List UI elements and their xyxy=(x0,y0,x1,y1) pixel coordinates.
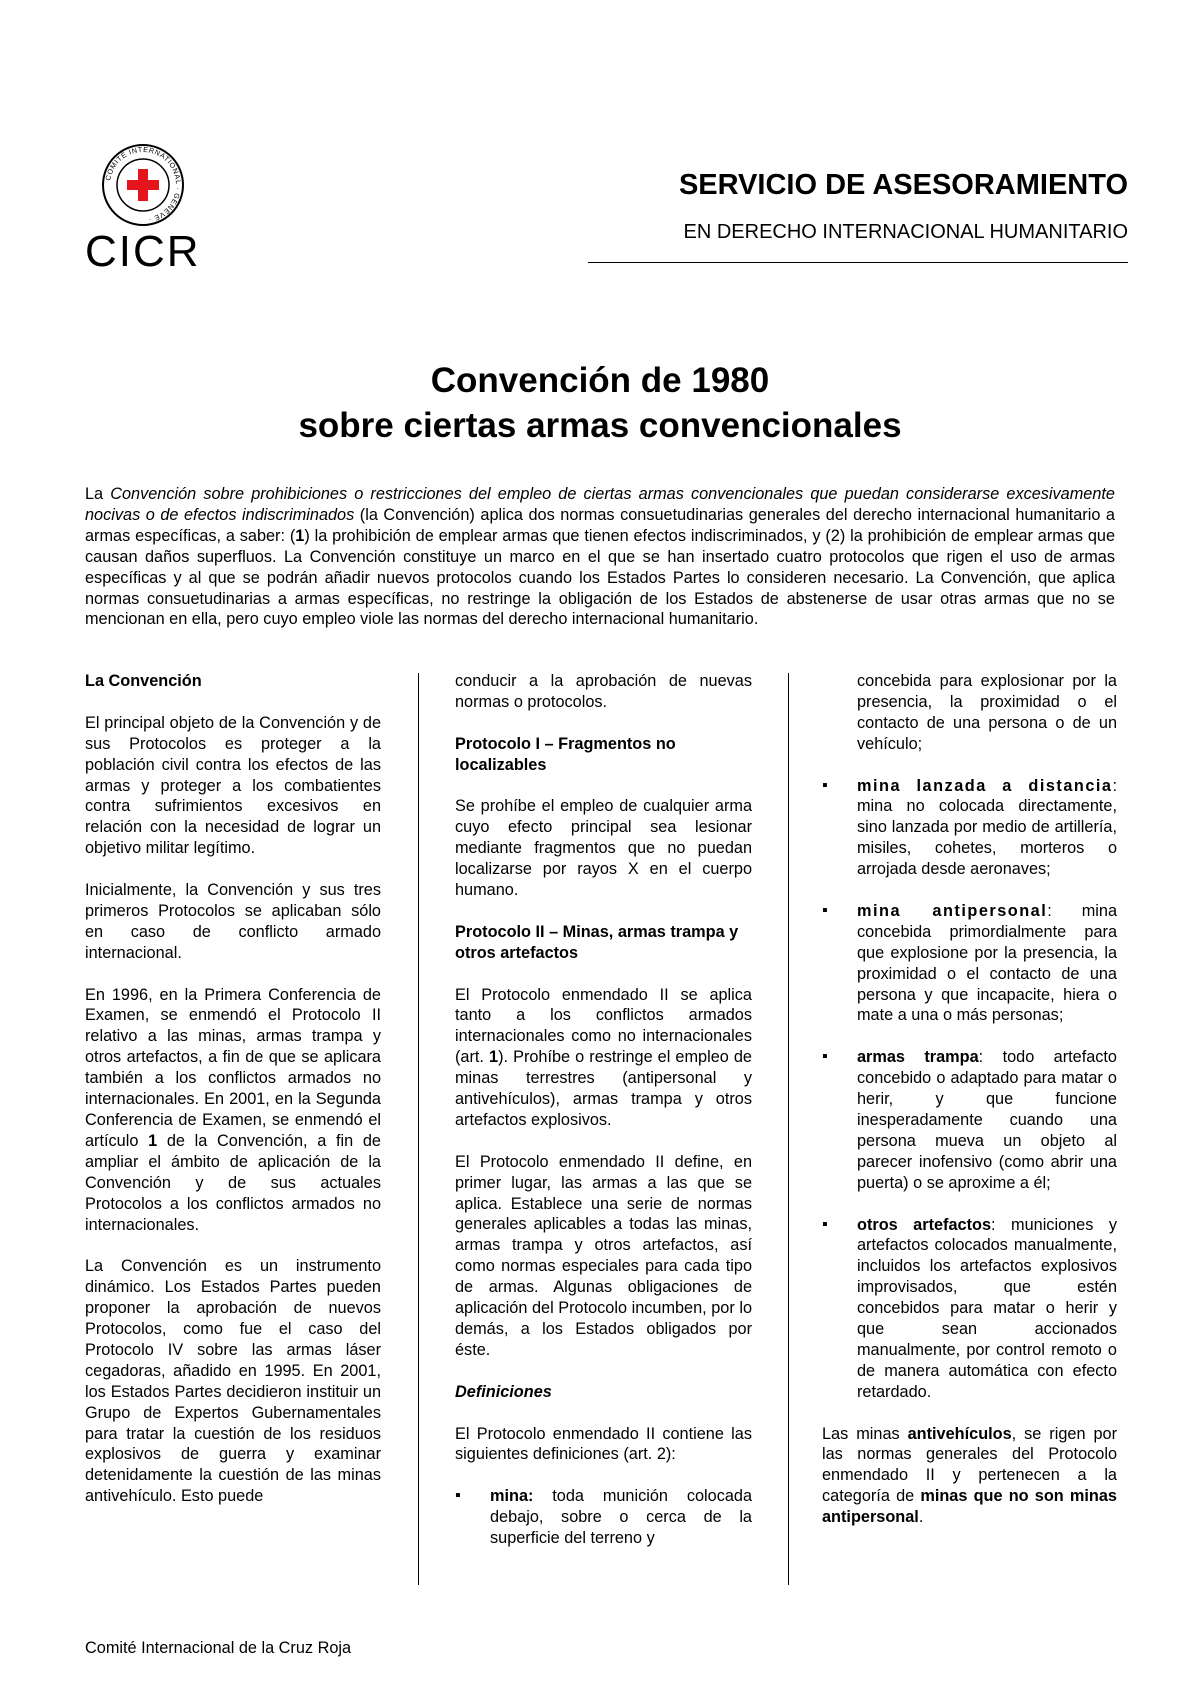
definition-term: otros artefactos xyxy=(857,1215,992,1234)
column-divider-1 xyxy=(418,673,419,1585)
convention-full-title: Convención sobre prohibiciones o restricciones del empleo de ciertas armas convencionales que puedan considerarse excesivamente nocivas o de efectos indiscriminados xyxy=(85,485,1115,524)
col2-paragraph-4: El Protocolo enmendado II contiene las siguientes definiciones (art. 2): xyxy=(455,1424,752,1464)
bullet-icon: ▪ xyxy=(822,1048,828,1066)
icrc-logo-text: CICR xyxy=(85,227,201,276)
heading-la-convencion: La Convención xyxy=(85,672,202,690)
intro-paragraph: La Convención sobre prohibiciones o restricciones del empleo de ciertas armas convencionales que puedan considerarse excesivamente nocivas o de efectos indiscriminados (la Convención) aplica dos normas consuetudinarias generales del derecho internacional humanitario a armas específicas, a saber: (1) la prohibición de emplear armas que tienen efectos indiscriminados, y (2) la prohibición de emplear armas que causan daños superfluos. La Convención constituye un marco en el que se han insertado cuatro protocolos que rigen el uso de armas específicas y al que se podrán añadir nuevos protocolos cuando los Estados Partes lo consideren necesario. La Convención, que aplica normas consuetudinarias a armas específicas, no restringe la obligación de los Estados de abstenerse de usar otras armas que no se mencionan en ella, pero cuyo empleo viole las normas del derecho internacional humanitario. xyxy=(85,485,1115,629)
definition-bullet-mina: ▪ mina: toda munición colocada debajo, sobre o cerca de la superficie del terreno y xyxy=(455,1487,752,1548)
column-2 xyxy=(455,671,752,1549)
icrc-emblem-icon xyxy=(101,143,185,227)
definition-bullet-mina-continued: concebida para explosionar por la presencia, la proximidad o el contacto de una persona o de un vehículo; xyxy=(857,672,1117,753)
col1-paragraph-1: El principal objeto de la Convención y de sus Protocolos es proteger a la población civil contra los efectos de las armas y proteger a los combatientes contra sufrimientos excesivos en relación con la necesidad de lograr un objetivo militar legítimo. xyxy=(85,713,381,858)
heading-protocolo-1: Protocolo I – Fragmentos no localizables xyxy=(455,734,676,774)
definition-bullet-otros-artefactos: ▪ otros artefactos: municiones y artefactos colocados manualmente, incluidos los artefactos explosivos improvisados, que estén concebidos para matar o herir y que sean accionados manualmente, por control remoto o de manera automática con efecto retardado. xyxy=(822,1215,1117,1401)
definition-term: armas trampa xyxy=(857,1048,979,1067)
column-divider-2 xyxy=(788,673,789,1585)
definition-term: mina lanzada a distancia xyxy=(857,776,1113,795)
col3-paragraph-antivehiculos: Las minas antivehículos, se rigen por las normas generales del Protocolo enmendado II y pertenecen a la categoría de minas que no son minas antipersonal. xyxy=(822,1424,1117,1527)
document-title xyxy=(0,358,1200,448)
bullet-icon: ▪ xyxy=(822,776,828,794)
heading-protocolo-2: Protocolo II – Minas, armas trampa y otros artefactos xyxy=(455,922,739,962)
bullet-icon: ▪ xyxy=(455,1487,461,1505)
document-title-line-1: Convención de 1980 xyxy=(430,361,770,400)
col2-paragraph-0: conducir a la aprobación de nuevas normas o protocolos. xyxy=(455,672,752,711)
definition-bullet-mina-lanzada: ▪ mina lanzada a distancia: mina no colocada directamente, sino lanzada por medio de artillería, misiles, cohetes, morteros o arrojada desde aeronaves; xyxy=(822,776,1117,879)
heading-definiciones: Definiciones xyxy=(455,1382,552,1401)
header-divider xyxy=(588,262,1128,263)
col2-paragraph-3: El Protocolo enmendado II define, en primer lugar, las armas a las que se aplica. Establece una serie de normas generales aplicables a todas las minas, armas trampa y otros artefactos, así como normas especiales para cada tipo de armas. Algunas obligaciones de aplicación del Protocolo incumben, por lo demás, a los Estados obligados por éste. xyxy=(455,1152,752,1359)
col2-paragraph-2: El Protocolo enmendado II se aplica tanto a los conflictos armados internacionales como no internacionales (art. 1). Prohíbe o restringe el empleo de minas terrestres (antipersonal y antivehículos), armas trampa y otros artefactos explosivos. xyxy=(455,985,752,1129)
column-3 xyxy=(822,671,1117,1549)
definition-term: mina: xyxy=(490,1487,534,1506)
bullet-icon: ▪ xyxy=(822,1215,828,1233)
col1-paragraph-2: Inicialmente, la Convención y sus tres primeros Protocolos se aplicaban sólo en caso de conflicto armado internacional. xyxy=(85,881,381,962)
header xyxy=(568,168,1128,263)
definition-term: mina antipersonal xyxy=(857,901,1048,920)
col2-paragraph-1: Se prohíbe el empleo de cualquier arma cuyo efecto principal sea lesionar mediante fragmentos que no puedan localizarse por rayos X en el cuerpo humano. xyxy=(455,797,752,900)
emblem-ring-text: COMITÉ INTERNATIONAL · GENÈVE · xyxy=(103,144,184,225)
column-1 xyxy=(85,671,381,1507)
definition-bullet-mina-antipersonal: ▪ mina antipersonal: mina concebida primordialmente para que explosione por la presencia, la proximidad o el contacto de una persona y que incapacite, hiera o mate a una o más personas; xyxy=(822,901,1117,1025)
footer-text: Comité Internacional de la Cruz Roja xyxy=(85,1639,352,1657)
header-subtitle: EN DERECHO INTERNACIONAL HUMANITARIO xyxy=(683,221,1128,243)
col1-paragraph-3: En 1996, en la Primera Conferencia de Examen, se enmendó el Protocolo II relativo a las minas, armas trampa y otros artefactos, a fin de que se aplicara también a los conflictos armados no internacionales. En 2001, en la Segunda Conferencia de Examen, se enmendó el artículo 1 de la Convención, a fin de ampliar el ámbito de aplicación de la Convención y de sus actuales Protocolos a los conflictos armados no internacionales. xyxy=(85,985,381,1234)
col1-paragraph-4: La Convención es un instrumento dinámico. Los Estados Partes pueden proponer la aprobación de nuevos Protocolos, como fue el caso del Protocolo IV sobre las armas láser cegadoras, añadido en 1995. En 2001, los Estados Partes decidieron instituir un Grupo de Expertos Gubernamentales para tratar la cuestión de los residuos explosivos de guerra y examinar detenidamente la cuestión de las minas antivehículo. Esto puede xyxy=(85,1257,381,1506)
document-title-line-2: sobre ciertas armas convencionales xyxy=(298,406,902,445)
definition-bullet-armas-trampa: ▪ armas trampa: todo artefacto concebido o adaptado para matar o herir, y que funcione inesperadamente cuando una persona mueva un objeto al parecer inofensivo (como abrir una puerta) o se aproxime a él; xyxy=(822,1048,1117,1192)
header-title: SERVICIO DE ASESORAMIENTO xyxy=(678,169,1128,201)
bullet-icon: ▪ xyxy=(822,901,828,919)
